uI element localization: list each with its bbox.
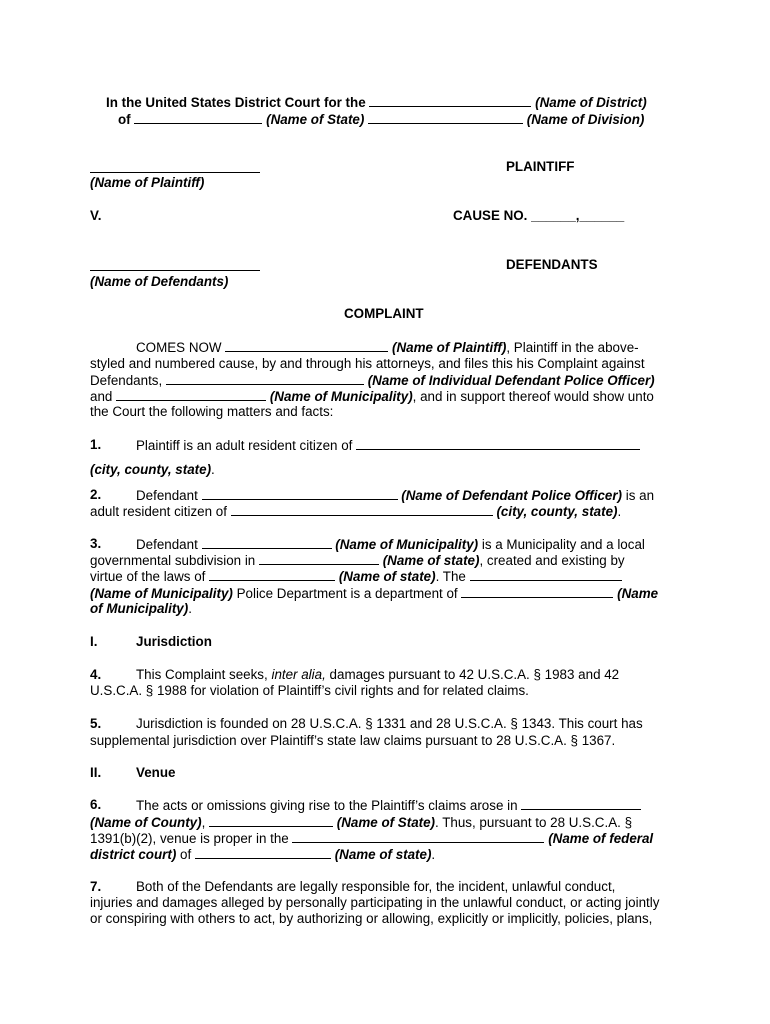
intro-line-2: styled and numbered cause, by and through his attorneys, and files this his Complaint against: [90, 356, 645, 371]
paragraph-2-city-county-state: (city, county, state): [496, 504, 618, 519]
paragraph-2-officer-placeholder: (Name of Defendant Police Officer): [401, 488, 623, 503]
versus-label: V.: [90, 208, 102, 223]
state-blank[interactable]: [134, 111, 262, 124]
paragraph-2-officer-blank[interactable]: [202, 487, 398, 500]
paragraph-6-location-blank[interactable]: [521, 797, 641, 810]
cause-number: CAUSE NO. ______,______: [453, 208, 625, 223]
paragraph-6-line-3: [90, 830, 653, 847]
paragraph-1-city-county-state: (city, county, state): [90, 462, 212, 477]
paragraph-3-text-4: virtue of the laws of: [90, 569, 206, 584]
paragraph-6-line-2: [90, 814, 632, 831]
paragraph-4-text-1: This Complaint seeks,: [136, 667, 268, 682]
defendants-name-placeholder: (Name of Defendants): [90, 274, 229, 289]
intro-line-3: [90, 372, 655, 389]
paragraph-6-county-placeholder: (Name of County): [90, 815, 202, 830]
paragraph-1-line-2: [90, 462, 215, 478]
paragraph-2-period: .: [617, 504, 622, 519]
paragraph-1-line-1: [136, 437, 640, 454]
caption-court-text: In the United States District Court for the: [106, 95, 366, 110]
paragraph-3-line-1: [136, 536, 645, 553]
paragraph-2-text-2: adult resident citizen of: [90, 504, 227, 519]
intro-municipality-placeholder: (Name of Municipality): [269, 389, 413, 404]
defendants-name-blank[interactable]: [90, 270, 260, 271]
section-1-heading: Jurisdiction: [136, 634, 212, 649]
intro-officer-placeholder: (Name of Individual Defendant Police Officer): [367, 373, 655, 388]
paragraph-5-number: 5.: [90, 716, 102, 731]
intro-defendants: Defendants,: [90, 373, 163, 388]
plaintiff-label: PLAINTIFF: [506, 159, 575, 174]
paragraph-3-text-5: . The: [435, 569, 466, 584]
paragraph-3-department-blank[interactable]: [461, 585, 613, 598]
paragraph-2-line-2: [90, 503, 621, 520]
plaintiff-name-blank[interactable]: [90, 172, 260, 173]
paragraph-3-text-3: , created and existing by: [479, 553, 625, 568]
paragraph-2-residence-blank[interactable]: [231, 503, 493, 516]
paragraph-3-text-1: is a Municipality and a local: [481, 537, 645, 552]
intro-line-5: the Court the following matters and facts:: [90, 404, 334, 419]
paragraph-6-line-1: [136, 797, 641, 814]
paragraph-3-state-blank[interactable]: [259, 552, 379, 565]
caption-of: of: [118, 112, 131, 127]
intro-plaintiff-blank[interactable]: [225, 339, 388, 352]
paragraph-3-text-2: governmental subdivision in: [90, 553, 256, 568]
paragraph-7-number: 7.: [90, 879, 102, 894]
paragraph-6-line-4: [90, 846, 435, 863]
paragraph-6-state2-blank[interactable]: [195, 846, 331, 859]
paragraph-2-line-1: [136, 487, 654, 504]
paragraph-3-period: .: [188, 601, 192, 616]
paragraph-4-line-2: U.S.C.A. § 1988 for violation of Plaintiff’s civil rights and for related claims.: [90, 683, 529, 698]
paragraph-3-defendant: Defendant: [136, 537, 198, 552]
district-placeholder: (Name of District): [535, 95, 647, 110]
division-placeholder: (Name of Division): [526, 112, 645, 127]
paragraph-1-number: 1.: [90, 437, 102, 452]
paragraph-4-inter-alia: inter alia,: [271, 667, 326, 682]
paragraph-3-line-5: [90, 601, 192, 617]
paragraph-3-line-4: [90, 585, 658, 602]
paragraph-1-text: Plaintiff is an adult resident citizen of: [136, 438, 353, 453]
intro-plaintiff-placeholder: (Name of Plaintiff): [392, 340, 507, 355]
paragraph-6-period: .: [431, 847, 436, 862]
paragraph-6-district-court: district court): [90, 847, 177, 862]
intro-municipality-blank[interactable]: [116, 388, 266, 401]
paragraph-3-number: 3.: [90, 536, 102, 551]
paragraph-3-name-placeholder: (Name: [617, 586, 659, 601]
paragraph-3-state2-placeholder: (Name of state): [338, 569, 436, 584]
paragraph-4-text-2: damages pursuant to 42 U.S.C.A. § 1983 and 42: [329, 667, 620, 682]
paragraph-4-line-1: [136, 667, 619, 683]
intro-comes-now: COMES NOW: [136, 340, 222, 355]
paragraph-6-comma: ,: [201, 815, 206, 830]
intro-officer-blank[interactable]: [166, 372, 364, 385]
paragraph-7-line-3: or conspiring with others to act, by authorizing or allowing, explicitly or implicitly, policies, plans,: [90, 911, 653, 926]
paragraph-7-line-2: injuries and damages alleged by personally participating in the unlawful conduct, or acting jointly: [90, 895, 660, 910]
paragraph-5-line-1: Jurisdiction is founded on 28 U.S.C.A. § 1331 and 28 U.S.C.A. § 1343. This court has: [136, 716, 643, 731]
paragraph-3-municipality2-placeholder: (Name of Municipality): [90, 586, 233, 601]
paragraph-5-line-2: supplemental jurisdiction over Plaintiff’s state law claims pursuant to 28 U.S.C.A. § 1367.: [90, 733, 616, 748]
section-2-heading: Venue: [136, 765, 176, 780]
paragraph-3-text-6: Police Department is a department of: [236, 586, 458, 601]
paragraph-1-residence-blank[interactable]: [356, 437, 640, 450]
paragraph-3-municipality2-blank[interactable]: [470, 568, 622, 581]
paragraph-3-municipality-placeholder: (Name of Municipality): [335, 537, 479, 552]
paragraph-7-line-1: Both of the Defendants are legally responsible for, the incident, unlawful conduct,: [136, 879, 616, 894]
paragraph-1-period: .: [211, 462, 215, 477]
caption-line-2: [118, 111, 644, 128]
paragraph-3-state2-blank[interactable]: [209, 568, 335, 581]
defendants-label: DEFENDANTS: [506, 257, 598, 272]
caption-line-1: [106, 94, 647, 111]
division-blank[interactable]: [368, 111, 523, 124]
intro-and: and: [90, 389, 113, 404]
paragraph-2-text-1: is an: [625, 488, 655, 503]
paragraph-6-federal-placeholder: (Name of federal: [548, 831, 654, 846]
paragraph-6-text-1: The acts or omissions giving rise to the Plaintiff’s claims arose in: [136, 798, 518, 813]
paragraph-3-municipality-blank[interactable]: [202, 536, 332, 549]
paragraph-6-of: of: [180, 847, 192, 862]
paragraph-6-text-3: 1391(b)(2), venue is proper in the: [90, 831, 289, 846]
intro-text-2: , and in support thereof would show unto: [412, 389, 654, 404]
paragraph-4-number: 4.: [90, 667, 102, 682]
section-2-number: II.: [90, 765, 102, 780]
section-1-number: I.: [90, 634, 98, 649]
paragraph-2-number: 2.: [90, 487, 102, 502]
paragraph-3-line-3: [90, 568, 622, 585]
paragraph-6-state-blank[interactable]: [209, 814, 333, 827]
paragraph-6-federal-court-blank[interactable]: [292, 830, 544, 843]
intro-line-1: [136, 339, 639, 356]
paragraph-6-text-2: . Thus, pursuant to 28 U.S.C.A. §: [435, 815, 633, 830]
paragraph-6-state2-placeholder: (Name of state): [334, 847, 432, 862]
district-blank[interactable]: [369, 94, 531, 107]
intro-text-1: , Plaintiff in the above-: [506, 340, 639, 355]
paragraph-3-line-2: [90, 552, 625, 569]
paragraph-3-state-placeholder: (Name of state): [382, 553, 480, 568]
paragraph-6-state-placeholder: (Name of State): [336, 815, 436, 830]
paragraph-6-number: 6.: [90, 797, 102, 812]
plaintiff-name-placeholder: (Name of Plaintiff): [90, 175, 205, 190]
intro-line-4: [90, 388, 654, 405]
paragraph-3-of-municipality: of Municipality): [90, 601, 189, 616]
document-title: COMPLAINT: [344, 306, 424, 321]
paragraph-2-defendant: Defendant: [136, 488, 198, 503]
state-placeholder: (Name of State): [266, 112, 365, 127]
